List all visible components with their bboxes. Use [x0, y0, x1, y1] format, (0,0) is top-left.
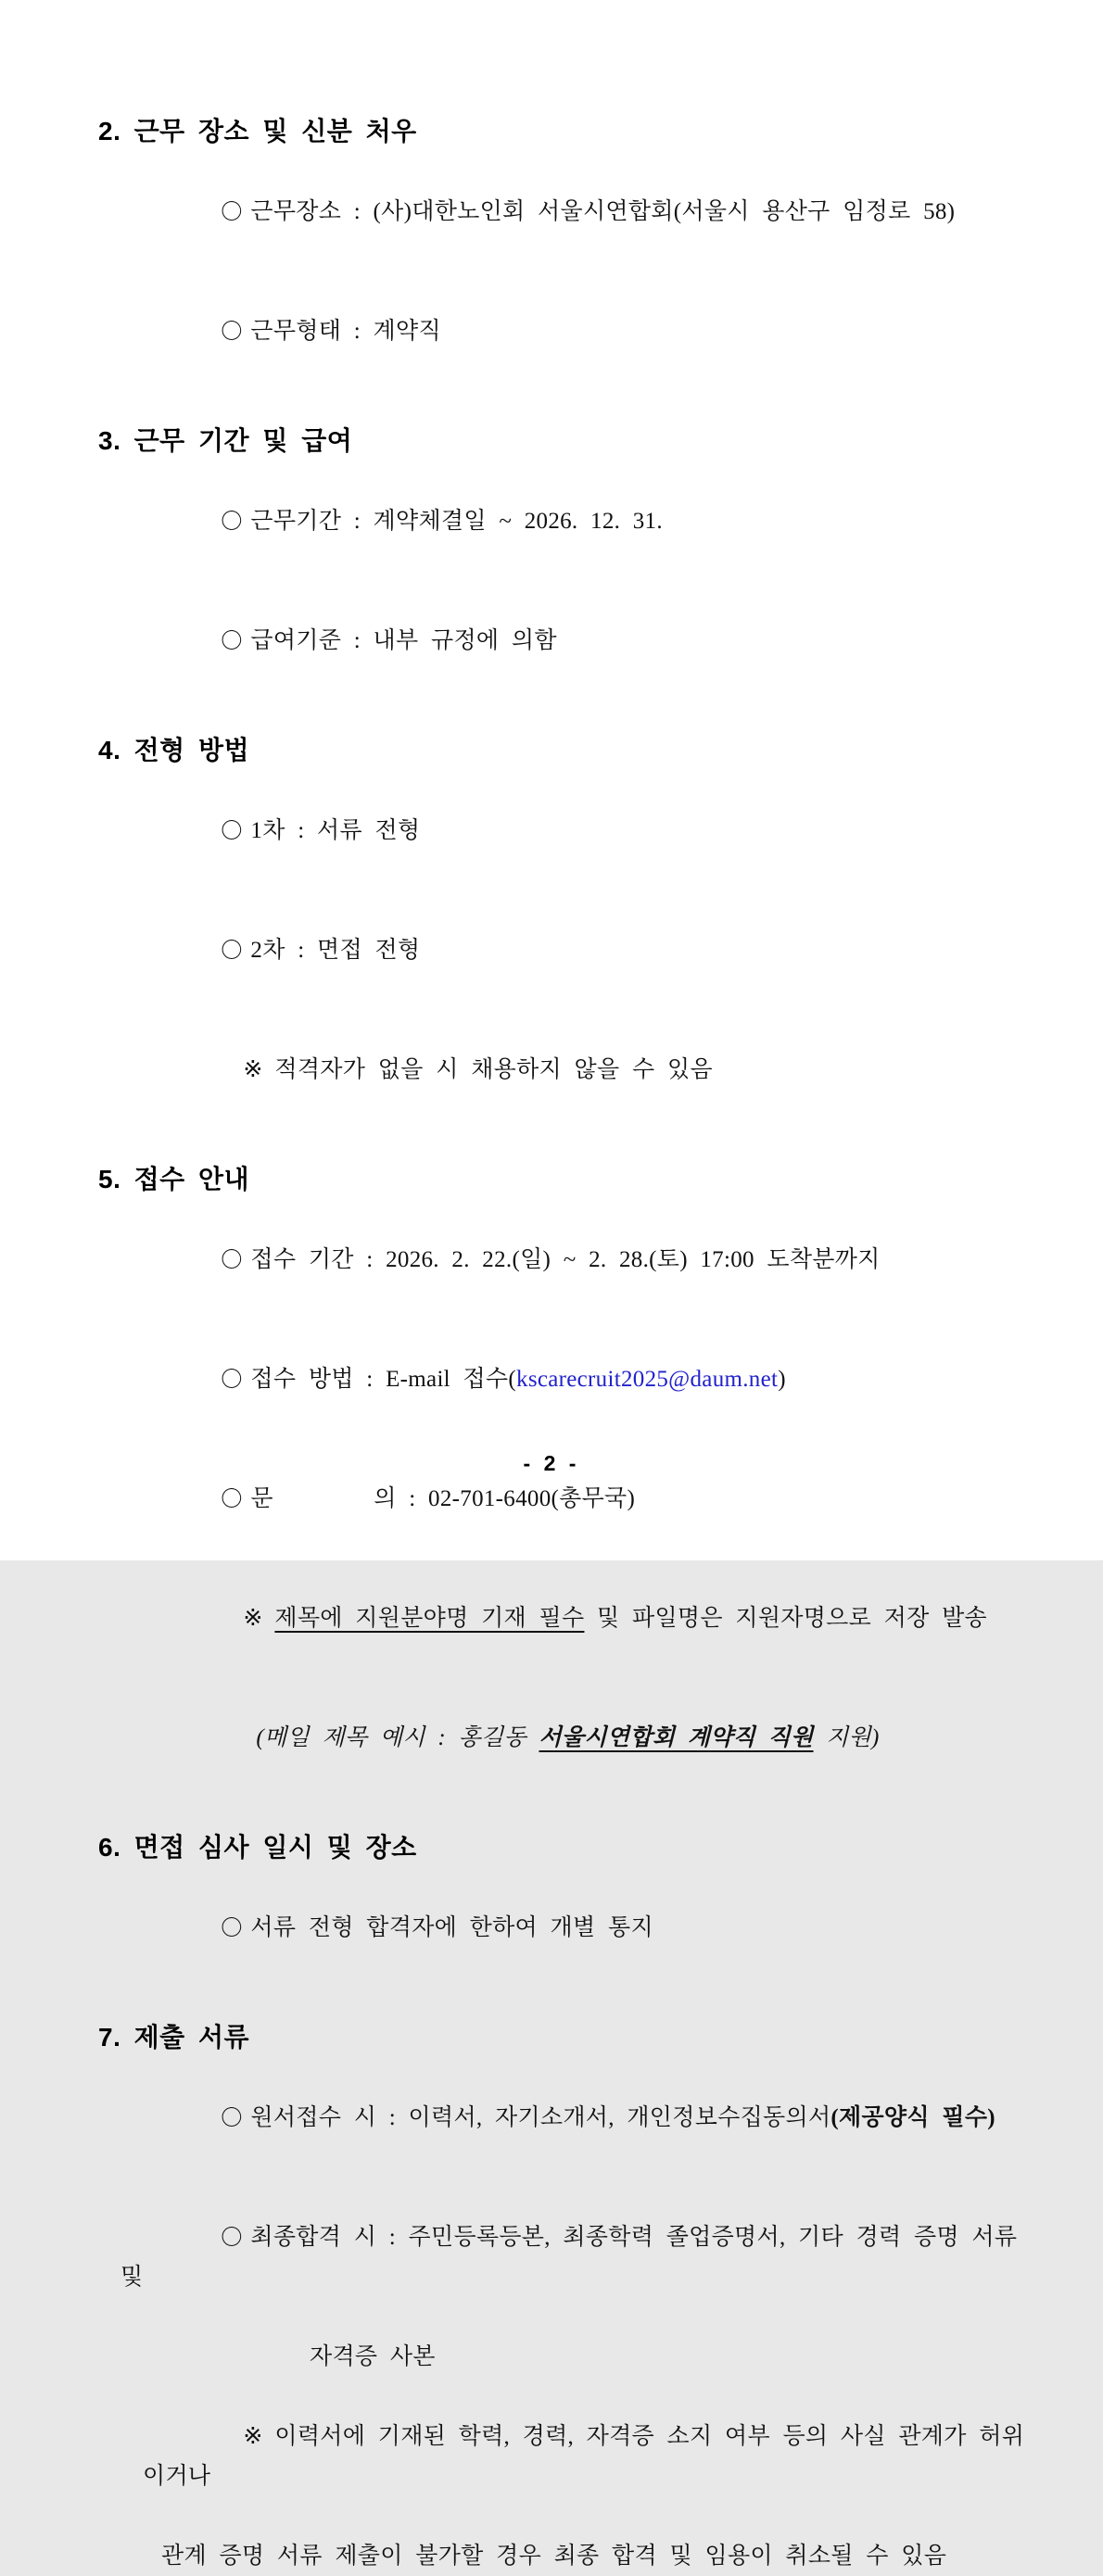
- circle-bullet-icon: 〇: [221, 320, 243, 343]
- page-number: - 2 -: [523, 1451, 580, 1475]
- list-item: [98, 271, 1025, 391]
- circle-bullet-icon: 〇: [221, 1487, 243, 1510]
- note-line-continuation: 관계 증명 서류 제출이 불가할 경우 최종 합격 및 임용이 취소될 수 있음: [161, 2544, 947, 2569]
- circle-bullet-icon: 〇: [221, 2226, 243, 2249]
- circle-bullet-icon: 〇: [221, 1368, 243, 1391]
- email-link[interactable]: kscarecruit2025@daum.net: [516, 1367, 779, 1392]
- section-4-heading: 4. 전형 방법: [98, 736, 250, 764]
- list-item-text: 급여기준 : 내부 규정에 의함: [250, 628, 557, 653]
- contact-text: 문 의 : 02-701-6400(총무국): [250, 1486, 636, 1511]
- application-period-text: 접수 기간 : 2026. 2. 22.(일) ~ 2. 28.(토) 17:00 도착분까지: [250, 1247, 881, 1272]
- circle-bullet-icon: 〇: [221, 819, 243, 842]
- method-suffix-text: ): [778, 1367, 786, 1392]
- list-item: [98, 2178, 1030, 2337]
- section-required-documents: [98, 2017, 1030, 2576]
- list-item: [98, 2058, 1025, 2178]
- note-text: 이력서에 기재된 학력, 경력, 자격증 소지 여부 등의 사실 관계가 허위이거나: [143, 2424, 1025, 2489]
- application-method-text: [250, 1367, 785, 1392]
- section-5-heading: 5. 접수 안내: [98, 1165, 250, 1193]
- list-item-text: 근무기간 : 계약체결일 ~ 2026. 12. 31.: [250, 509, 663, 534]
- list-item: [98, 1320, 1025, 1439]
- list-item-text: 근무장소 : (사)대한노인회 서울시연합회(서울시 용산구 임정로 58): [250, 199, 956, 224]
- list-item: [98, 1200, 1025, 1320]
- note-rest-text: 및 파일명은 지원자명으로 저장 발송: [584, 1606, 987, 1631]
- list-item-text: 최종합격 시 : 주민등록등본, 최종학력 졸업증명서, 기타 경력 증명 서류 및: [120, 2225, 1030, 2290]
- section-7-heading: 7. 제출 서류: [98, 2023, 250, 2052]
- circle-bullet-icon: 〇: [221, 200, 243, 223]
- section-application-info: [98, 1159, 1025, 1798]
- section-selection-method: [98, 730, 1025, 1130]
- documents-prefix-text: 원서접수 시 : 이력서, 자기소개서, 개인정보수집동의서: [250, 2105, 831, 2130]
- list-item: [98, 581, 1025, 701]
- list-item: [98, 890, 1025, 1010]
- list-item-text: 2차 : 면접 전형: [250, 938, 421, 963]
- note-text: 적격자가 없을 시 채용하지 않을 수 있음: [274, 1057, 713, 1082]
- section-2-heading: 2. 근무 장소 및 신분 처우: [98, 117, 417, 145]
- reference-mark-icon: ※: [243, 1057, 263, 1082]
- circle-bullet-icon: 〇: [221, 939, 243, 962]
- section-interview-schedule: [98, 1827, 1025, 1988]
- list-item: [98, 771, 1025, 890]
- list-item: [98, 152, 1025, 271]
- section-3-heading: 3. 근무 기간 및 급여: [98, 426, 353, 455]
- list-item-text: 1차 : 서류 전형: [250, 818, 421, 843]
- list-item-continuation: 자격증 사본: [310, 2344, 436, 2369]
- notice-body: [98, 111, 1030, 2576]
- circle-bullet-icon: 〇: [221, 629, 243, 652]
- reference-mark-icon: ※: [243, 2424, 263, 2449]
- note-text: [274, 1606, 987, 1631]
- circle-bullet-icon: 〇: [221, 2106, 243, 2129]
- note-underlined-text: 제목에 지원분야명 기재 필수: [274, 1606, 585, 1631]
- note-line: [98, 1010, 1025, 1130]
- example-prefix-text: (메일 제목 예시 : 홍길동: [256, 1725, 539, 1750]
- list-item: [98, 1868, 1025, 1988]
- section-6-heading: 6. 면접 심사 일시 및 장소: [98, 1833, 417, 1862]
- reference-mark-icon: ※: [243, 1606, 263, 1631]
- documents-bold-text: (제공양식 필수): [830, 2105, 995, 2130]
- circle-bullet-icon: 〇: [221, 1916, 243, 1939]
- list-item-text: 근무형태 : 계약직: [250, 319, 441, 344]
- email-subject-example: [98, 1678, 1025, 1798]
- list-item: [98, 461, 1025, 581]
- note-line: [98, 1559, 1025, 1678]
- note-line: [98, 2377, 1025, 2536]
- circle-bullet-icon: 〇: [221, 510, 243, 533]
- list-item-text: [250, 2105, 995, 2130]
- circle-bullet-icon: 〇: [221, 1248, 243, 1271]
- example-emphasized-text: 서울시연합회 계약직 직원: [539, 1725, 814, 1750]
- list-item-text: 서류 전형 합격자에 한하여 개별 통지: [250, 1915, 653, 1940]
- section-work-period-pay: [98, 421, 1025, 701]
- example-suffix-text: 지원): [813, 1725, 880, 1750]
- section-work-location: [98, 111, 1025, 391]
- method-prefix-text: 접수 방법 : E-mail 접수(: [250, 1367, 517, 1392]
